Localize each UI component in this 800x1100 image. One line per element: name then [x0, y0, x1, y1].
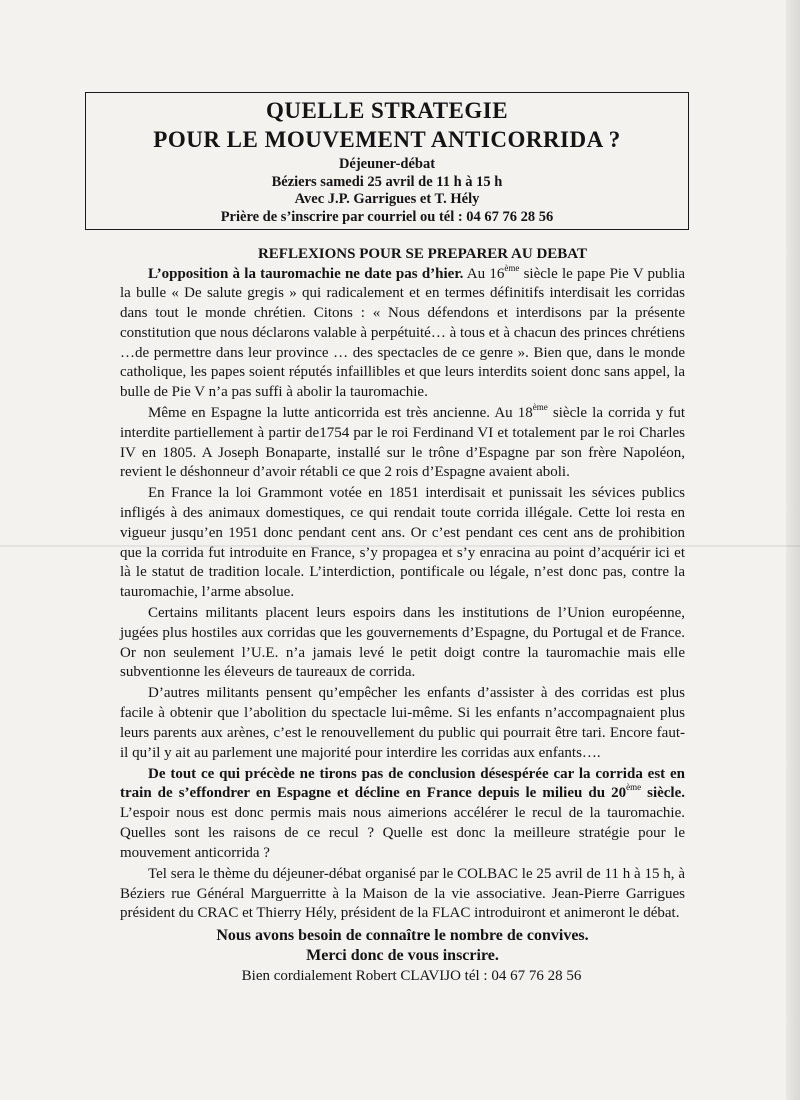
paragraph-6-sup: ème — [626, 782, 642, 793]
article-body — [120, 245, 685, 986]
paragraph-6-bold-a: De tout ce qui précède ne tirons pas de conclusion désespérée car la corrida est en train de s’effondrer en Espagne et décline en France depuis le milieu du 20 — [120, 765, 685, 802]
paragraph-4: Certains militants placent leurs espoirs dans les institutions de l’Union européenne, jugées plus hostiles aux corridas que les gouvernements d’Espagne, du Portugal et de France. Or non seulement l’U.E. n’a jamais levé le petit doigt contre la tauromachie mais elle subventionne les éleveurs de taureaux de corrida. — [120, 605, 685, 681]
paragraph-2 — [120, 404, 685, 483]
paragraph-1-text-a: Au 16 — [463, 265, 505, 282]
paragraph-2-text-b: siècle la corrida y fut interdite partiellement à partir de1754 par le roi Ferdinand VI et totalement par le roi Charles IV en 1805. A Joseph Bonaparte, installé sur le trône d’Espagne par son frère Napoléon, revient le déshonneur d’avoir rétabli ce que 2 rois d’Espagne avaient aboli. — [120, 405, 685, 481]
header-box — [85, 92, 689, 230]
title-line-2: POUR LE MOUVEMENT ANTICORRIDA ? — [153, 127, 621, 152]
paragraph-1-sup: ème — [504, 262, 520, 273]
event-type: Déjeuner-débat — [338, 156, 436, 172]
closing-line-2: Merci donc de vous inscrire. — [306, 946, 499, 964]
paragraph-6-rest: L’espoir nous est donc permis mais nous aimerions accélérer le recul de la tauromachie. Quelles sont les raisons de ce recul ? Quelle est donc la meilleure stratégie pour le mouvement anticorrida ? — [120, 805, 685, 861]
event-when: Béziers samedi 25 avril de 11 h à 15 h — [271, 173, 503, 190]
paragraph-6-bold-b: siècle. — [641, 785, 685, 802]
title-line-1: QUELLE STRATEGIE — [265, 98, 509, 123]
paragraph-6 — [120, 765, 685, 864]
event-registration: Prière de s’inscrire par courriel ou tél : 04 67 76 28 56 — [220, 208, 554, 225]
paragraph-2-text-a: Même en Espagne la lutte anticorrida est très ancienne. Au 18 — [148, 405, 533, 422]
paragraph-7: Tel sera le thème du déjeuner-débat organisé par le COLBAC le 25 avril de 11 h à 15 h, à Béziers rue Général Marguerritte à la Maison de la vie associative. Jean-Pierre Garrigues président du CRAC et Thierry Hély, président de la FLAC introduiront et animeront le débat. — [120, 865, 685, 922]
paragraph-3: En France la loi Grammont votée en 1851 interdisait et punissait les sévices publics infligés à des animaux domestiques, ce qui rendait toute corrida illégale. Cette loi resta en vigueur jusqu’en 1951 donc pendant cent ans. Or c’est pendant ces cent ans de prohibition que la corrida fut introduite en France, s’y propagea et s’y enracina au point d’acquérir ici et là le statut de tradition locale. L’interdiction, pontificale ou légale, n’est donc pas, contre la tauromachie, l’arme absolue. — [120, 485, 685, 600]
page-edge — [786, 0, 800, 1100]
event-speakers: Avec J.P. Garrigues et T. Hély — [294, 191, 480, 207]
paragraph-1 — [120, 262, 685, 403]
paragraph-1-lead: L’opposition à la tauromachie ne date pas d’hier. — [148, 265, 464, 282]
paragraph-1-text-b: siècle le pape Pie V publia la bulle « De salute gregis » qui radicalement et en termes définitifs interdisait les corridas dans tout le monde chrétien. Citons : « Nous défendons et interdisons par la présente constitution que nous déclarons valable à perpétuité… à tous et à chacun des princes chrétiens …de permettre dans leur province … des spectacles de ce genre ». Bien que, dans le monde catholique, les papes soient réputés infaillibles et que leurs interdits soient donc sans appel, la bulle de Pie V n’a pas suffi à abolir la tauromachie. — [120, 265, 685, 400]
paragraph-2-sup: ème — [532, 402, 548, 413]
closing-line-1: Nous avons besoin de connaître le nombre de convives. — [216, 926, 589, 944]
section-heading: REFLEXIONS POUR SE PREPARER AU DEBAT — [257, 246, 588, 262]
signature: Bien cordialement Robert CLAVIJO tél : 04 67 76 28 56 — [241, 967, 582, 984]
paragraph-5: D’autres militants pensent qu’empêcher les enfants d’assister à des corridas est plus facile à obtenir que l’abolition du spectacle lui-même. Si les enfants n’accompagnaient plus leurs parents aux arènes, c’est le renouvellement du public qui pourrait être tari. Encore faut-il qu’il y ait au parlement une majorité pour interdire les corridas aux enfants…. — [120, 685, 685, 761]
